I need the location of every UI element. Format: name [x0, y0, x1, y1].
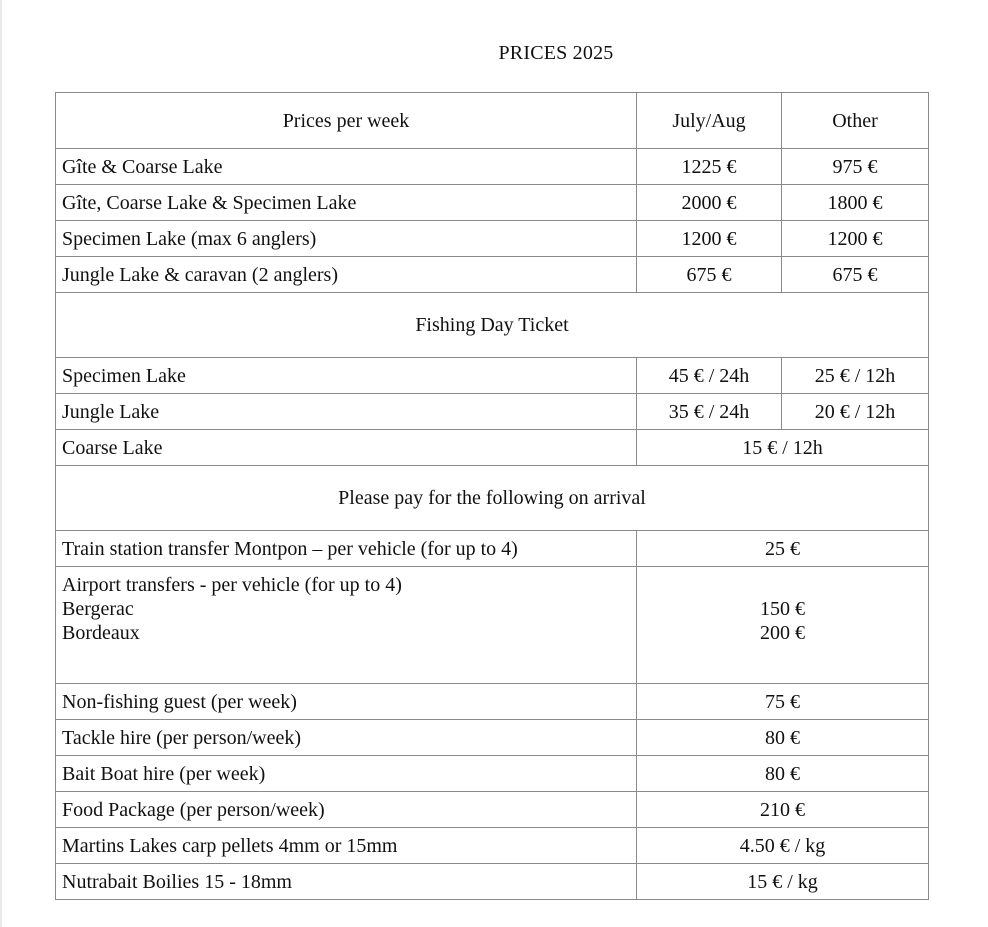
- table-row: [56, 185, 929, 221]
- table-row: [56, 394, 929, 430]
- page-left-edge: [0, 0, 2, 927]
- price-july-aug: 1225 €: [637, 149, 782, 185]
- table-row: [56, 828, 929, 864]
- row-label: Nutrabait Boilies 15 - 18mm: [56, 864, 637, 900]
- section-header-row: [56, 293, 929, 358]
- row-label: Specimen Lake (max 6 anglers): [56, 221, 637, 257]
- section-header-row: [56, 466, 929, 531]
- price-july-aug: 1200 €: [637, 221, 782, 257]
- price-12h: 20 € / 12h: [782, 394, 929, 430]
- table-row: [56, 221, 929, 257]
- row-label: Bait Boat hire (per week): [56, 756, 637, 792]
- price: 4.50 € / kg: [637, 828, 929, 864]
- price: 80 €: [637, 756, 929, 792]
- table-row: [56, 864, 929, 900]
- table-row: [56, 149, 929, 185]
- row-label: Martins Lakes carp pellets 4mm or 15mm: [56, 828, 637, 864]
- price-12h: 25 € / 12h: [782, 358, 929, 394]
- table-row: [56, 792, 929, 828]
- header-prices-per-week: Prices per week: [56, 93, 637, 149]
- table-row: [56, 257, 929, 293]
- row-label: Food Package (per person/week): [56, 792, 637, 828]
- price-bergerac: 150 €: [760, 598, 805, 620]
- row-label: Jungle Lake & caravan (2 anglers): [56, 257, 637, 293]
- table-row: [56, 684, 929, 720]
- section-heading-arrival: Please pay for the following on arrival: [56, 466, 929, 531]
- page-title: PRICES 2025: [498, 42, 614, 64]
- price-24h: 45 € / 24h: [637, 358, 782, 394]
- header-july-aug: July/Aug: [637, 93, 782, 149]
- price-table: [55, 92, 929, 900]
- row-label: Coarse Lake: [56, 430, 637, 466]
- row-label: Specimen Lake: [56, 358, 637, 394]
- airport-bergerac-label: Bergerac: [62, 598, 134, 620]
- row-label: Jungle Lake: [56, 394, 637, 430]
- price-other: 675 €: [782, 257, 929, 293]
- price-other: 1800 €: [782, 185, 929, 221]
- airport-prices: [637, 567, 929, 684]
- table-row: [56, 430, 929, 466]
- price: 15 € / kg: [637, 864, 929, 900]
- weekly-header-row: [56, 93, 929, 149]
- header-other: Other: [782, 93, 929, 149]
- row-label: Train station transfer Montpon – per vehicle (for up to 4): [56, 531, 637, 567]
- price: 80 €: [637, 720, 929, 756]
- price-july-aug: 2000 €: [637, 185, 782, 221]
- price-bordeaux: 200 €: [760, 622, 805, 644]
- table-row: [56, 358, 929, 394]
- price-train-transfer: 25 €: [637, 531, 929, 567]
- price: 210 €: [637, 792, 929, 828]
- row-label: Gîte & Coarse Lake: [56, 149, 637, 185]
- airport-labels: [56, 567, 637, 684]
- price-other: 1200 €: [782, 221, 929, 257]
- row-label: Tackle hire (per person/week): [56, 720, 637, 756]
- price-other: 975 €: [782, 149, 929, 185]
- price-coarse-lake: 15 € / 12h: [637, 430, 929, 466]
- section-heading-day-ticket: Fishing Day Ticket: [56, 293, 929, 358]
- row-label: Gîte, Coarse Lake & Specimen Lake: [56, 185, 637, 221]
- price-july-aug: 675 €: [637, 257, 782, 293]
- price: 75 €: [637, 684, 929, 720]
- table-row: [56, 531, 929, 567]
- table-row: [56, 756, 929, 792]
- table-row: [56, 720, 929, 756]
- airport-bordeaux-label: Bordeaux: [62, 622, 140, 644]
- price-24h: 35 € / 24h: [637, 394, 782, 430]
- table-row-airport: [56, 567, 929, 684]
- row-label: Non-fishing guest (per week): [56, 684, 637, 720]
- airport-transfer-label: Airport transfers - per vehicle (for up to 4): [62, 574, 402, 596]
